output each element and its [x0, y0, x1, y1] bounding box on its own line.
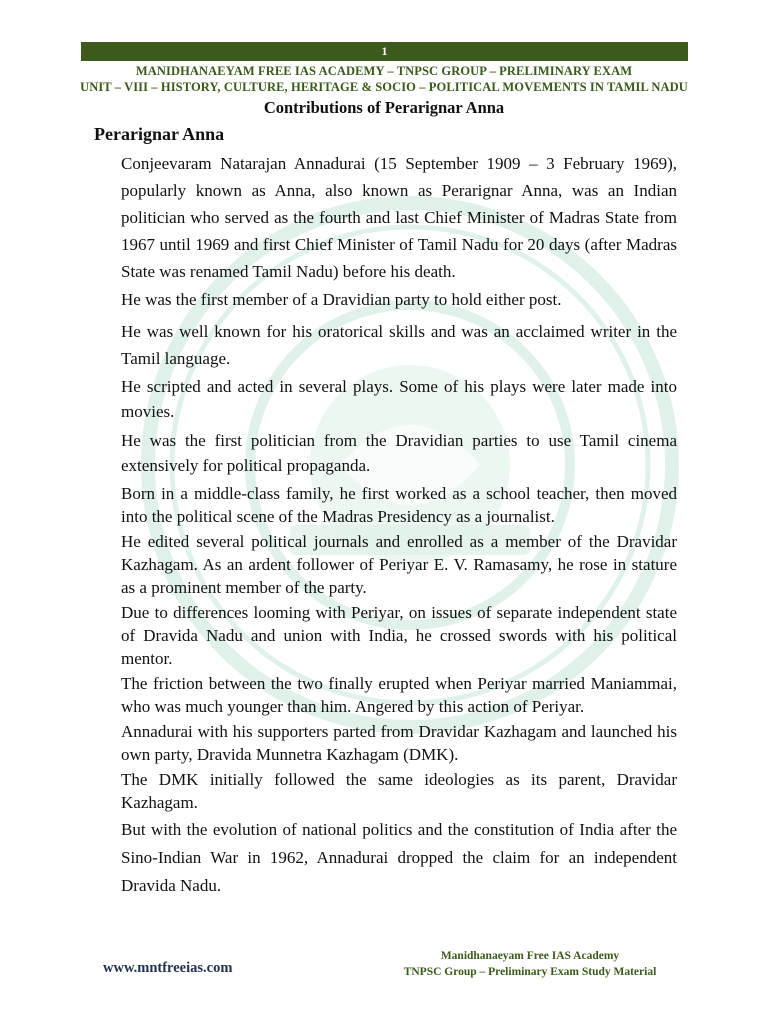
header-bar [81, 42, 688, 61]
paragraph: He was the first politician from the Dravidian parties to use Tamil cinema extensively for political propaganda. [121, 431, 677, 475]
website-link[interactable]: www.mntfreeias.com [103, 960, 233, 976]
paragraph: Conjeevaram Natarajan Annadurai (15 September 1909 – 3 February 1969), popularly known as Anna, also known as Perarignar Anna, was an Indian politician who served as the fourth and last Chief Minister of Madras State from 1967 until 1969 and first Chief Minister of Tamil Nadu for 20 days (after Madras State was renamed Tamil Nadu) before his death. [121, 154, 677, 281]
paragraph: He edited several political journals and enrolled as a member of the Dravidar Kazhagam. As an ardent follower of Periyar E. V. Ramasamy, he rose in stature as a prominent member of the party. [121, 532, 677, 597]
paragraph: He scripted and acted in several plays. Some of his plays were later made into movies. [121, 377, 677, 421]
section-title: Perarignar Anna [94, 124, 225, 144]
paragraph: Annadurai with his supporters parted from Dravidar Kazhagam and launched his own party, Dravida Munnetra Kazhagam (DMK). [121, 722, 677, 764]
footer-study-material: TNPSC Group – Preliminary Exam Study Material [403, 966, 657, 978]
paragraph: The friction between the two finally erupted when Periyar married Maniammai, who was much younger than him. Angered by this action of Periyar. [121, 674, 677, 716]
header-academy-line: MANIDHANAEYAM FREE IAS ACADEMY – TNPSC GROUP – PRELIMINARY EXAM [135, 64, 633, 78]
document-body [121, 150, 677, 900]
paragraph: Born in a middle-class family, he first worked as a school teacher, then moved into the political scene of the Madras Presidency as a journalist. [121, 484, 677, 526]
page-number: 1 [381, 44, 388, 58]
footer-academy-name: Manidhanaeyam Free IAS Academy [440, 950, 620, 962]
header-unit-line: UNIT – VIII – HISTORY, CULTURE, HERITAGE & SOCIO – POLITICAL MOVEMENTS IN TAMIL NADU [80, 80, 688, 94]
paragraph: He was well known for his oratorical skills and was an acclaimed writer in the Tamil language. [121, 322, 677, 368]
paragraph: He was the first member of a Dravidian party to hold either post. [121, 290, 562, 309]
paragraph: But with the evolution of national politics and the constitution of India after the Sino-Indian War in 1962, Annadurai dropped the claim for an independent Dravida Nadu. [121, 820, 677, 895]
paragraph: The DMK initially followed the same ideologies as its parent, Dravidar Kazhagam. [121, 770, 677, 812]
paragraph: Due to differences looming with Periyar, on issues of separate independent state of Dravida Nadu and union with India, he crossed swords with his political mentor. [121, 603, 677, 668]
document-title: Contributions of Perarignar Anna [263, 98, 505, 117]
